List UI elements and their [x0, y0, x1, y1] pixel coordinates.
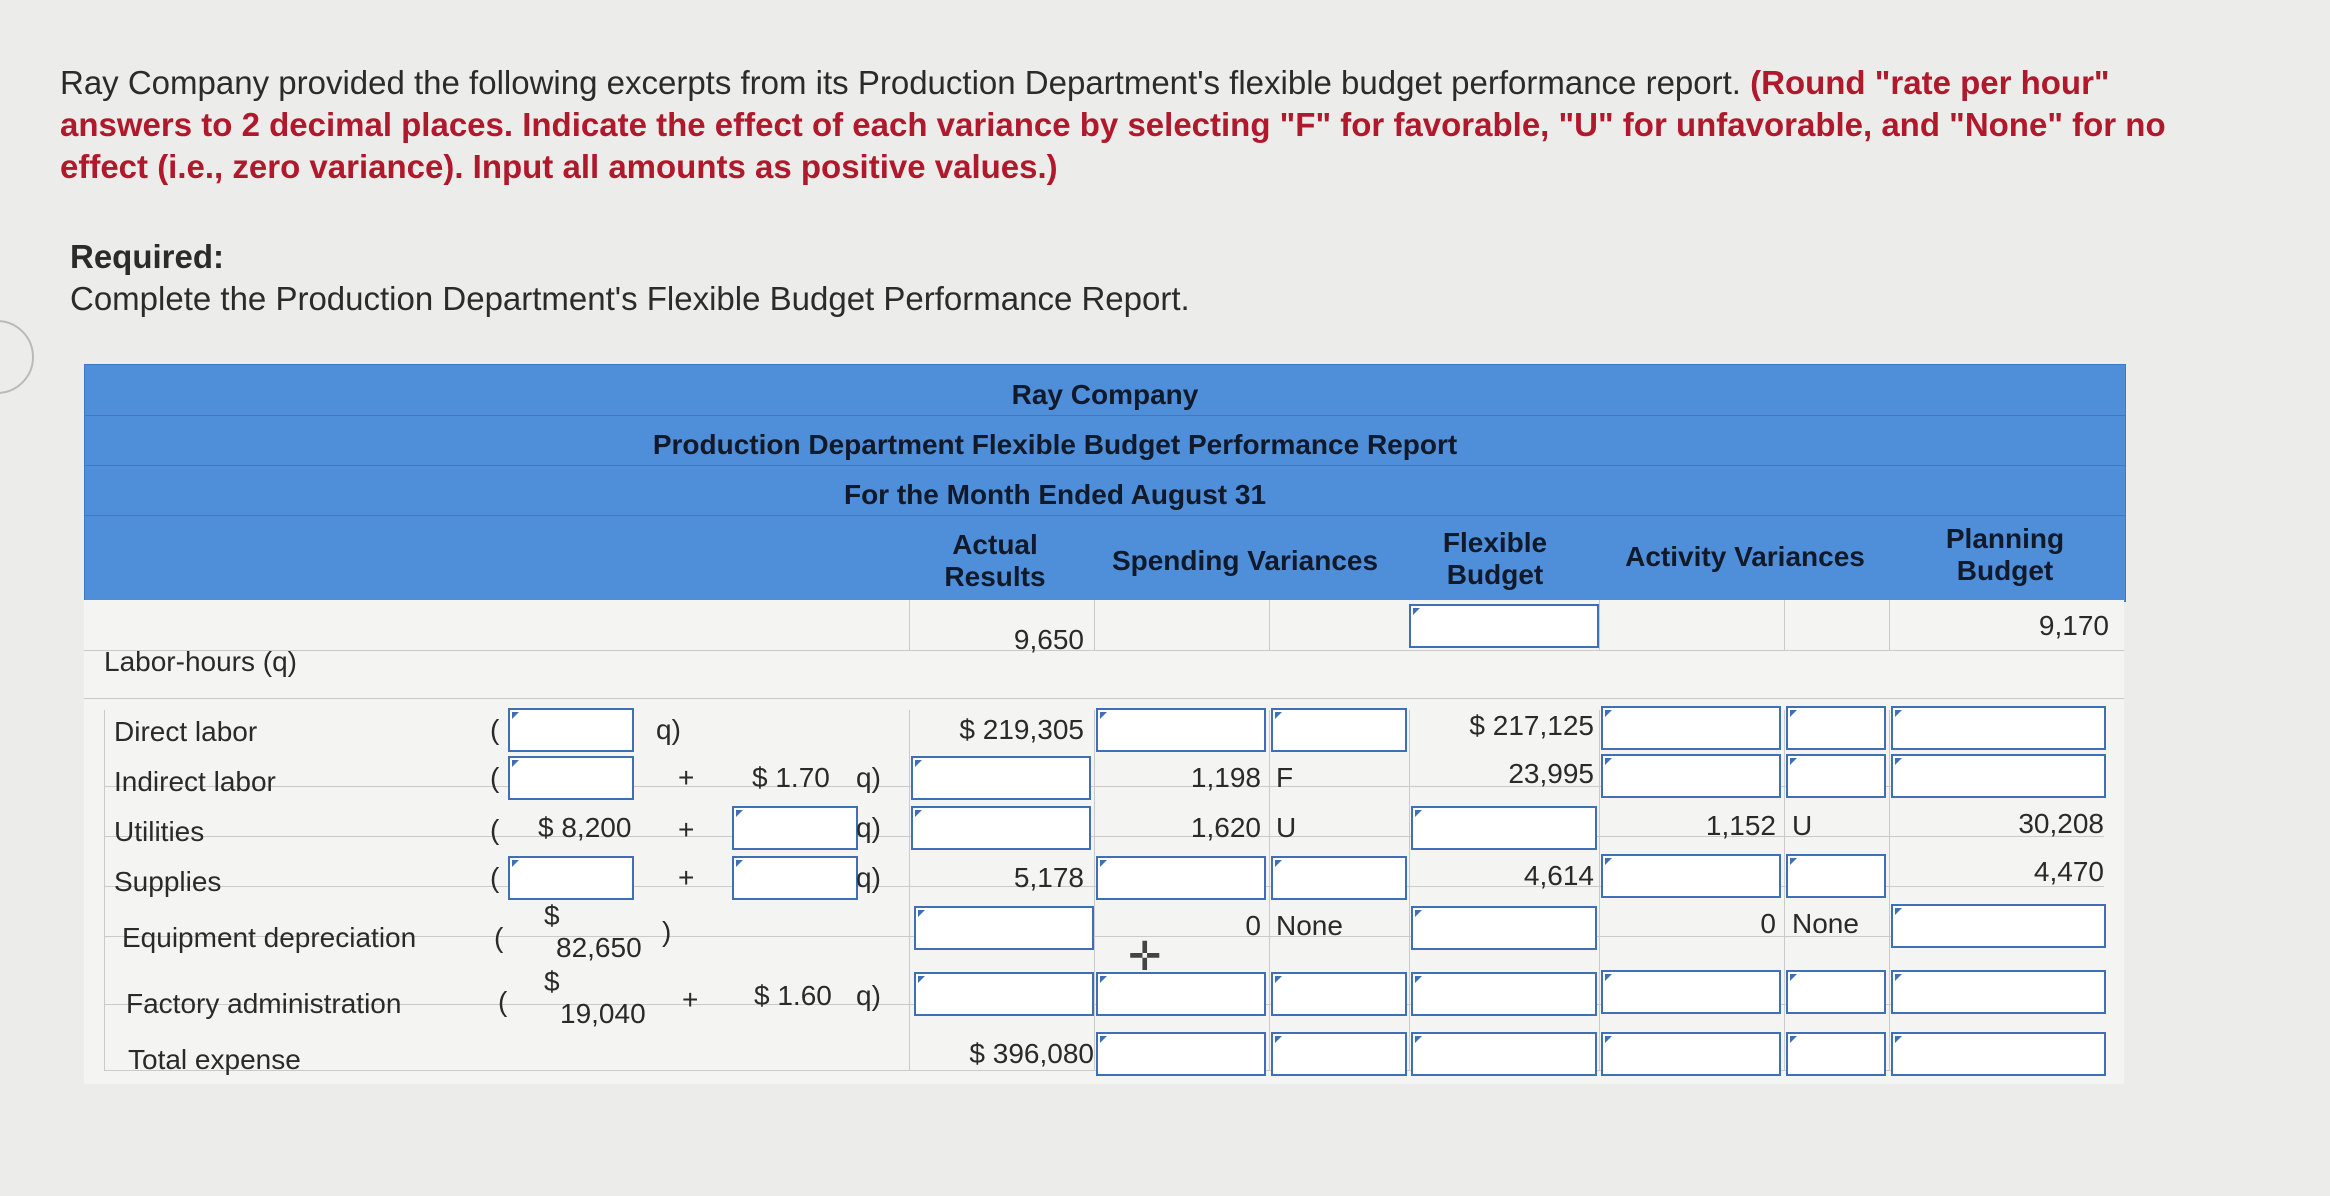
indirect-labor-fixed-input[interactable] [508, 756, 634, 800]
utilities-activity: 1,152 [1705, 810, 1776, 841]
col-activity-variances: Activity Variances [1625, 541, 1865, 572]
equipment-spending: 0 [1245, 910, 1261, 941]
total-planning-input[interactable] [1891, 1032, 2106, 1076]
supplies-activity-effect[interactable] [1786, 854, 1886, 898]
factory-fixed: 19,040 [560, 998, 646, 1029]
factory-planning-input[interactable] [1891, 970, 2106, 1014]
supplies-spending-effect[interactable] [1271, 856, 1407, 900]
indirect-labor-rate: $ 1.70 [752, 762, 830, 793]
equipment-fixed: 82,650 [556, 932, 642, 963]
row-label-indirect-labor: Indirect labor [114, 766, 276, 797]
utilities-flexible-input[interactable] [1411, 806, 1597, 850]
factory-actual-input[interactable] [914, 972, 1094, 1016]
direct-labor-actual: $ 219,305 [959, 714, 1084, 745]
labor-hours-flexible-input[interactable] [1409, 604, 1599, 648]
report-body: Labor-hours (q) 9,650 9,170 Direct labor ( q) $ 219,305 $ 217,125 Indirect labor ( + $ 1.70 q) 1,198 F 23,995 Utilities ( $ 8,200 + q) 1,620 U 1,152 U 30,208 Supplies ( + q) 5,178 4,614 4,470 Equipment depreciation ( $ 82,650 ) 0 None 0 None Factory administration ( $ 19,040 + $ 1.60 q) Total expense $ 396,080 ✛ [84, 600, 2124, 1084]
report-header [84, 364, 2126, 602]
labor-hours-planning: 9,170 [2038, 610, 2109, 641]
row-label-factory-administration: Factory administration [126, 988, 402, 1019]
total-expense-actual: $ 396,080 [969, 1038, 1094, 1069]
utilities-spending-effect: U [1276, 812, 1297, 843]
direct-labor-planning-input[interactable] [1891, 706, 2106, 750]
equipment-activity-effect: None [1792, 908, 1859, 939]
row-label-utilities: Utilities [114, 816, 205, 847]
instructions-emphasis: (Round "rate per hour" answers to 2 decimal places. Indicate the effect of each variance by selecting "F" for favorable, "U" for unfavorable, and "None" for no effect (i.e., zero variance). Input all amounts as positive values.) [60, 64, 2166, 185]
factory-rate: $ 1.60 [754, 980, 832, 1011]
required-text: Complete the Production Department's Flexible Budget Performance Report. [70, 280, 1190, 317]
indirect-labor-activity-effect[interactable] [1786, 754, 1886, 798]
indirect-labor-spending: 1,198 [1190, 762, 1261, 793]
equipment-spending-effect: None [1276, 910, 1343, 941]
factory-spending-effect[interactable] [1271, 972, 1407, 1016]
equipment-flexible-input[interactable] [1411, 906, 1597, 950]
report-title: Production Department Flexible Budget Performance Report [652, 429, 1458, 460]
required-section [70, 236, 1190, 320]
direct-labor-activity-effect[interactable] [1786, 706, 1886, 750]
direct-labor-spending-input[interactable] [1096, 708, 1266, 752]
total-spending-input[interactable] [1096, 1032, 1266, 1076]
col-spending-variances: Spending Variances [1111, 545, 1379, 576]
equipment-activity: 0 [1760, 908, 1776, 939]
utilities-spending: 1,620 [1190, 812, 1261, 843]
factory-flexible-input[interactable] [1411, 972, 1597, 1016]
factory-activity-effect[interactable] [1786, 970, 1886, 1014]
indirect-labor-actual-input[interactable] [911, 756, 1091, 800]
supplies-rate-input[interactable] [732, 856, 858, 900]
row-label-direct-labor: Direct labor [114, 716, 258, 747]
supplies-activity-input[interactable] [1601, 854, 1781, 898]
utilities-planning: 30,208 [2018, 808, 2104, 839]
indirect-labor-spending-effect: F [1276, 762, 1294, 793]
direct-labor-fixed-input[interactable] [508, 708, 634, 752]
utilities-actual-input[interactable] [911, 806, 1091, 850]
total-activity-input[interactable] [1601, 1032, 1781, 1076]
direct-labor-flexible: $ 217,125 [1469, 710, 1594, 741]
instructions [60, 62, 2240, 188]
total-spending-effect[interactable] [1271, 1032, 1407, 1076]
supplies-planning: 4,470 [2033, 856, 2104, 887]
row-label-total-expense: Total expense [128, 1044, 301, 1075]
col-planning-budget: Planning Budget [1945, 523, 2065, 586]
factory-spending-input[interactable] [1096, 972, 1266, 1016]
utilities-activity-effect: U [1792, 810, 1813, 841]
indirect-labor-flexible: 23,995 [1508, 758, 1594, 789]
report-period: For the Month Ended August 31 [843, 479, 1267, 510]
row-label-equipment-depreciation: Equipment depreciation [122, 922, 417, 953]
factory-activity-input[interactable] [1601, 970, 1781, 1014]
col-actual-results: Actual Results [944, 529, 1046, 592]
col-flexible-budget: Flexible Budget [1442, 527, 1548, 590]
total-flexible-input[interactable] [1411, 1032, 1597, 1076]
supplies-flexible: 4,614 [1523, 860, 1594, 891]
cursor-crosshair-icon: ✛ [1128, 935, 1162, 979]
equipment-planning-input[interactable] [1891, 904, 2106, 948]
utilities-fixed: $ 8,200 [538, 812, 632, 843]
direct-labor-activity-input[interactable] [1601, 706, 1781, 750]
indirect-labor-planning-input[interactable] [1891, 754, 2106, 798]
row-label-supplies: Supplies [114, 866, 222, 897]
supplies-fixed-input[interactable] [508, 856, 634, 900]
indirect-labor-activity-input[interactable] [1601, 754, 1781, 798]
direct-labor-spending-effect[interactable] [1271, 708, 1407, 752]
required-label: Required: [70, 238, 225, 275]
utilities-rate-input[interactable] [732, 806, 858, 850]
labor-hours-actual: 9,650 [1013, 624, 1084, 655]
labor-hours-label: Labor-hours (q) [104, 646, 297, 677]
instructions-text: Ray Company provided the following excerpts from its Production Department's flexible budget performance report. [60, 64, 1751, 101]
company-name: Ray Company [1011, 379, 1199, 410]
equipment-actual-input[interactable] [914, 906, 1094, 950]
total-activity-effect[interactable] [1786, 1032, 1886, 1076]
side-circle-decoration [0, 320, 34, 394]
supplies-actual: 5,178 [1013, 862, 1084, 893]
performance-report [84, 364, 2130, 1084]
supplies-spending-input[interactable] [1096, 856, 1266, 900]
